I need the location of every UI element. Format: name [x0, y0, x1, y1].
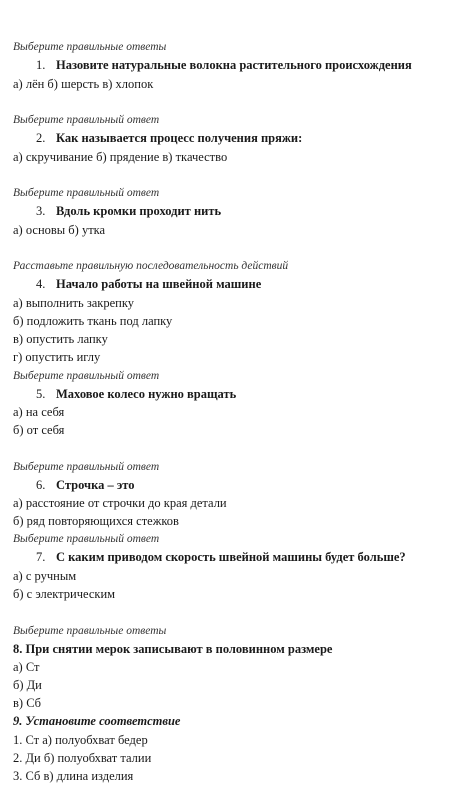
- question-number: 6.: [36, 478, 46, 492]
- question-2: [36, 131, 302, 146]
- answer-line: а) расстояние от строчки до края детали: [13, 496, 227, 510]
- answer-line: а) основы б) утка: [13, 223, 106, 237]
- answer-line: г) опустить иглу: [13, 350, 101, 364]
- answer-line: а) на себя: [13, 405, 65, 419]
- instruction-1: Выберите правильные ответы: [13, 41, 167, 53]
- question-4: [36, 277, 261, 292]
- answer-line: 3. Сб в) длина изделия: [13, 769, 134, 783]
- answer-line: а) Ст: [13, 660, 40, 674]
- instruction-5: Выберите правильный ответ: [13, 370, 160, 382]
- question-text: Как называется процесс получения пряжи:: [56, 131, 303, 145]
- instruction-6: Выберите правильный ответ: [13, 461, 160, 473]
- answer-line: б) подложить ткань под лапку: [13, 314, 173, 328]
- question-5: [36, 387, 236, 402]
- answer-line: а) скручивание б) прядение в) ткачество: [13, 150, 228, 164]
- answer-line: б) с электрическим: [13, 587, 116, 601]
- question-text: Строчка – это: [56, 478, 135, 492]
- question-7: [36, 550, 406, 565]
- answer-line: 2. Ди б) полуобхват талии: [13, 751, 152, 765]
- question-text: С каким приводом скорость швейной машины будет больше?: [56, 550, 406, 564]
- question-number: 1.: [36, 58, 46, 72]
- question-6: [36, 478, 134, 493]
- instruction-8: Выберите правильные ответы: [13, 625, 167, 637]
- question-1: [36, 58, 412, 73]
- question-number: 5.: [36, 387, 46, 401]
- question-number: 2.: [36, 131, 46, 145]
- answer-line: в) Сб: [13, 696, 42, 710]
- answer-line: б) Ди: [13, 678, 42, 692]
- answer-line: а) с ручным: [13, 569, 77, 583]
- instruction-7: Выберите правильный ответ: [13, 533, 160, 545]
- answer-line: б) от себя: [13, 423, 65, 437]
- question-number: 7.: [36, 550, 46, 564]
- question-number: 3.: [36, 204, 46, 218]
- instruction-4: Расставьте правильную последовательность действий: [13, 260, 289, 272]
- question-8: 8. При снятии мерок записывают в половинном размере: [13, 642, 333, 656]
- question-text: Назовите натуральные волокна растительного происхождения: [56, 58, 412, 72]
- instruction-2: Выберите правильный ответ: [13, 114, 160, 126]
- question-3: [36, 204, 221, 219]
- answer-line: а) выполнить закрепку: [13, 296, 135, 310]
- answer-line: б) ряд повторяющихся стежков: [13, 514, 179, 528]
- question-9: 9. Установите соответствие: [13, 714, 181, 728]
- question-text: Маховое колесо нужно вращать: [56, 387, 237, 401]
- question-text: Вдоль кромки проходит нить: [56, 204, 222, 218]
- answer-line: 1. Ст а) полуобхват бедер: [13, 733, 148, 747]
- answer-line: а) лён б) шерсть в) хлопок: [13, 77, 154, 91]
- question-number: 4.: [36, 277, 46, 291]
- answer-line: в) опустить лапку: [13, 332, 108, 346]
- instruction-3: Выберите правильный ответ: [13, 187, 160, 199]
- question-text: Начало работы на швейной машине: [56, 277, 262, 291]
